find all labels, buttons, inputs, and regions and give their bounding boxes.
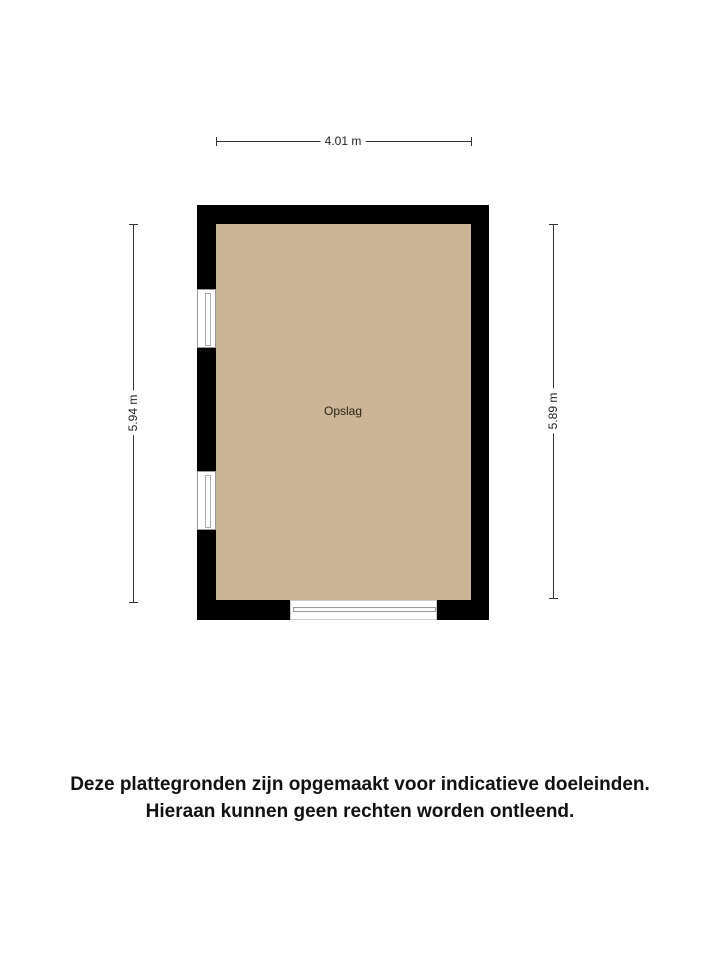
disclaimer-line-1: Deze plattegronden zijn opgemaakt voor indicatieve doeleinden.: [70, 774, 650, 795]
window-frame: [205, 293, 211, 346]
dimension-tick: [129, 602, 138, 603]
right-height-label: 5.89 m: [546, 389, 560, 434]
window-left-upper: [197, 289, 216, 348]
dimension-tick: [216, 137, 217, 146]
window-frame: [205, 475, 211, 528]
dimension-tick: [549, 224, 558, 225]
left-height-label: 5.94 m: [126, 391, 140, 436]
dimension-tick: [549, 598, 558, 599]
window-left-lower: [197, 471, 216, 530]
dimension-tick: [471, 137, 472, 146]
dimension-tick: [129, 224, 138, 225]
disclaimer-line-2: Hieraan kunnen geen rechten worden ontleend.: [145, 801, 575, 822]
width-label: 4.01 m: [321, 134, 366, 148]
room-label: Opslag: [323, 404, 363, 418]
door-opening-bottom: [290, 600, 437, 620]
sliding-door: [293, 607, 436, 612]
